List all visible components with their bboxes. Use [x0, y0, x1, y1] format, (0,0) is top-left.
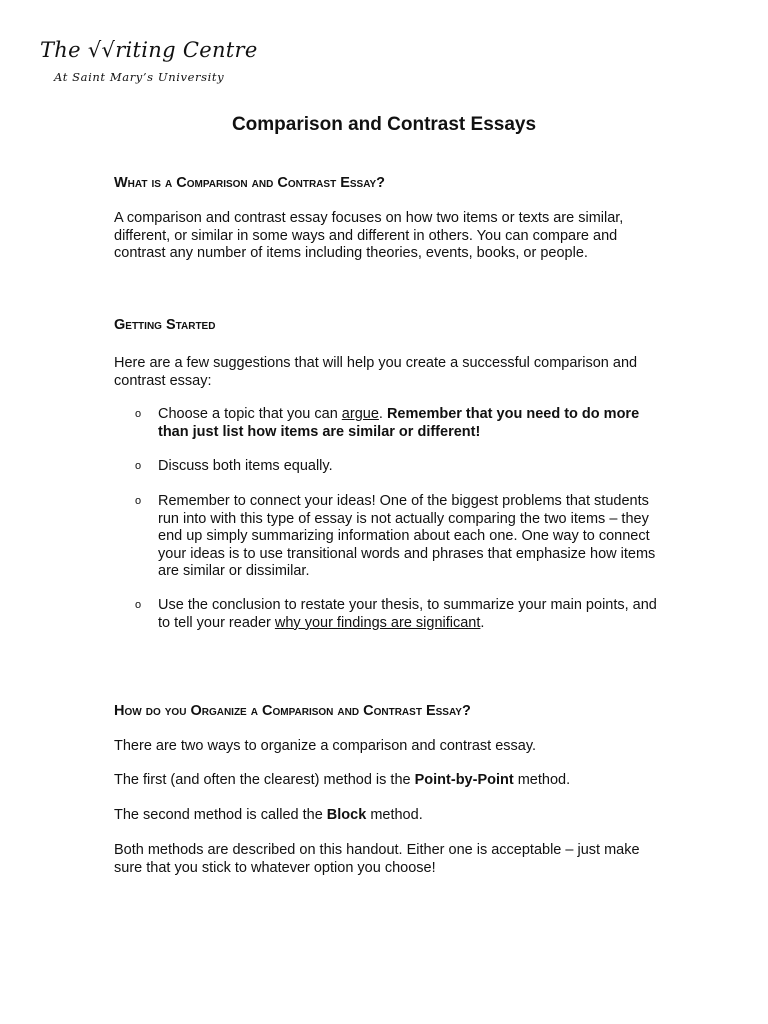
- paragraph-text-start: The first (and often the clearest) method is the: [114, 772, 415, 788]
- list-item-text-start: Choose a topic that you can: [158, 406, 342, 422]
- organize-paragraph-4: Both methods are described on this handout. Either one is acceptable – just make sure that you stick to whatever option you choose!: [114, 842, 640, 876]
- emphasis-text: Remember that you need to do more than just list how items are similar or different!: [158, 406, 640, 440]
- paragraph-text-end: method.: [366, 807, 423, 823]
- list-item-text-start: Use the conclusion to restate your thesis, to summarize your main points, and to tell your reader: [158, 597, 657, 631]
- bullet-circle-icon: o: [135, 599, 142, 611]
- list-item-text: Remember to connect your ideas! One of the biggest problems that students run into with this type of essay is not actually comparing the two items – they end up simply summarizing information about each one. One way to connect your ideas is to use transitional words and phrases that emphasize how items are similar or dissimilar.: [158, 493, 656, 579]
- organize-paragraph-3: [114, 807, 659, 825]
- organize-paragraph-1: There are two ways to organize a comparison and contrast essay.: [114, 738, 537, 754]
- list-item-text-end: .: [480, 614, 485, 631]
- list-item-text: Discuss both items equally.: [158, 458, 333, 474]
- list-item-text: [158, 597, 658, 632]
- bullet-circle-icon: o: [135, 495, 142, 507]
- block-term: Block: [326, 807, 367, 823]
- section-heading-organize: How do you Organize a Comparison and Contrast Essay?: [114, 703, 471, 719]
- list-item-text: [158, 406, 658, 441]
- document-title: Comparison and Contrast Essays: [231, 114, 537, 135]
- list-item-text-mid: .: [378, 406, 387, 422]
- paragraph-text-end: method.: [513, 772, 571, 788]
- section-heading-getting-started: Getting Started: [114, 317, 216, 333]
- getting-started-intro: Here are a few suggestions that will help you create a successful comparison and contrast essay:: [114, 355, 638, 389]
- organize-paragraph-2: [114, 772, 659, 790]
- writing-centre-logo: [40, 38, 258, 90]
- significance-link[interactable]: why your findings are significant: [274, 614, 481, 631]
- paragraph-text-start: The second method is called the: [114, 807, 327, 823]
- logo-subtitle: At Saint Mary’s University: [54, 70, 225, 84]
- bullet-circle-icon: o: [135, 408, 142, 420]
- section-what-is-paragraph: A comparison and contrast essay focuses on how two items or texts are similar, different, or similar in some ways and different in others. You can compare and contrast any number of items including theories, events, books, or people.: [114, 210, 624, 261]
- section-heading-what-is: What is a Comparison and Contrast Essay?: [114, 175, 386, 191]
- logo-wordmark: The √√riting Centre: [40, 38, 258, 62]
- bullet-circle-icon: o: [135, 460, 142, 472]
- argue-link[interactable]: argue: [341, 406, 379, 422]
- point-by-point-term: Point-by-Point: [414, 772, 514, 788]
